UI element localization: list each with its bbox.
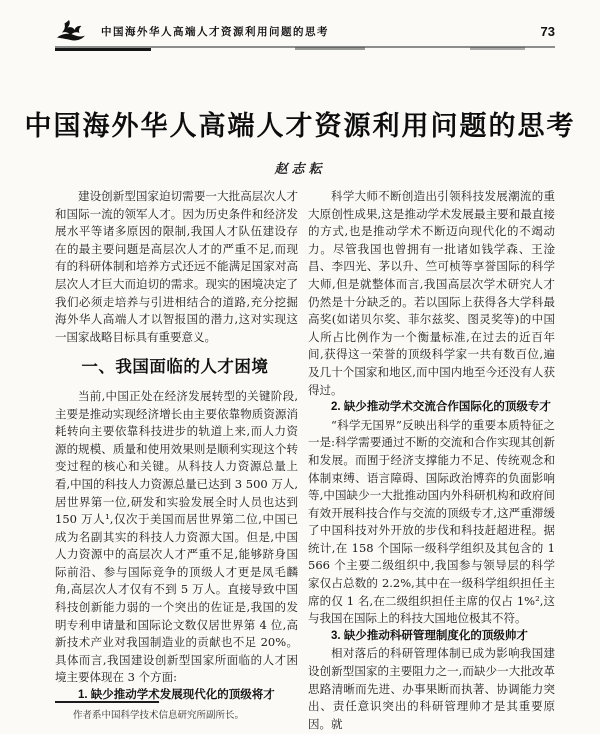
right-column — [308, 188, 555, 733]
subheading-2: 2. 缺少推动学术交流合作国际化的顶级专才 — [331, 401, 551, 414]
paragraph-talent-situation: 当前,中国正处在经济发展转型的关键阶段,主要是推动实现经济增长由主要依靠物质资源消耗转向主要依靠科技进步的轨道上来,而人力资源的规模、质量和使用效果则是顺利实现这个转变过程的核心和关键。从科技人力资源总量上看,中国的科技人力资源总量已达到 3 500 万人,居世界第一位,研发和实验发展全时人员也达到 150 万人¹,仅次于美国而居世界第二位,中国已成为名副其实的科技人力资源大国。但是,中国人力资源中的高层次人才严重不足,能够跻身国际前沿、参与国际竞争的顶级人才更是凤毛麟角,高层次人才仅有不到 5 万人。直接导致中国科技创新能力弱的一个突出的佐证是,我国的发明专利申请量和国际论文数仅居世界第 4 位,高新技术产业对我国制造业的贡献也不足 20%。具体而言,我国建设创新型国家所面临的人才困境主要体现在 3 个方面: — [55, 388, 299, 685]
paragraph-international-exchange: “科学无国界”反映出科学的重要本质特征之一是:科学需要通过不断的交流和合作实现其创新和发展。而囿于经济支撑能力不足、传统观念和体制束缚、语言障碍、国际政治博弈的负面影响等,中国缺少一大批推动国内外科研机构和政府间有效开展科技合作与交流的顶级专才,这严重滞缓了中国科技对外开放的步伐和科技赶超进程。据统计,在 158 个国际一级科学组织及其包含的 1 566 个主要二级组织中,我国参与领导层的科学家仅占总数的 2.2%,其中在一级科学组织担任主席的仅 1 名,在二级组织担任主席的仅占 1%²,这与我国在国际上的科技大国地位极其不符。 — [308, 417, 555, 626]
paragraph-management: 相对落后的科研管理体制已成为影响我国建设创新型国家的主要阻力之一,而缺少一大批改革思路清晰而先进、办事果断而执著、协调能力突出、责任意识突出的科研管理帅才是其重要原因。就 — [308, 646, 555, 731]
article-body — [55, 188, 555, 733]
subheading-3: 3. 缺少推动科研管理制度化的顶级帅才 — [331, 629, 528, 642]
article-title: 中国海外华人高端人才资源利用问题的思考 — [24, 111, 576, 141]
header-rule-black-segment — [55, 48, 151, 51]
footnote — [55, 701, 301, 722]
paragraph-intro: 建设创新型国家迫切需要一大批高层次人才和国际一流的领军人才。因为历史条件和经济发展水平等诸多原因的限制,我国人才队伍建设存在的最主要问题是高层次人才的严重不足,而现有的科研体制和培养方式还远不能满足国家对高层次人才巨大而迫切的需求。现实的困境决定了我们必须走培养与引进相结合的道路,充分挖掘海外华人高端人才以智报国的潜力,这对实现这一国家战略目标具有重要意义。 — [55, 189, 299, 344]
journal-bird-logo-icon — [55, 18, 87, 44]
page-header — [55, 18, 555, 44]
scan-smudge — [470, 47, 525, 50]
footnote-divider — [55, 701, 159, 703]
subheading-1: 1. 缺少推动学术发展现代化的顶级将才 — [78, 689, 275, 702]
page-number: 73 — [540, 23, 555, 39]
paragraph-science-masters: 科学大师不断创造出引领科技发展潮流的重大原创性成果,这是推动学术发展最主要和最直接的方式,也是推动学术不断迈向现代化的不竭动力。尽管我国也曾拥有一批诸如钱学森、王淦昌、李四光、茅以升、竺可桢等享誉国际的科学大师,但是就整体而言,我国高层次学术研究人才仍然是十分缺乏的。若以国际上获得各大学科最高奖(如诺贝尔奖、菲尔兹奖、图灵奖等)的中国人所占比例作为一个衡量标准,在过去的近百年间,获得这一荣誉的顶级科学家一共有数百位,遍及几十个国家和地区,而中国内地至今还没有人获得过。 — [308, 189, 555, 397]
footnote-text: 作者系中国科学技术信息研究所副所长。 — [73, 710, 245, 721]
article-author: 赵志耘 — [274, 162, 326, 177]
scan-smudge — [295, 47, 365, 50]
running-title: 中国海外华人高端人才资源利用问题的思考 — [101, 25, 329, 38]
section-heading-1: 一、我国面临的人才困境 — [81, 358, 269, 377]
header-rule — [55, 46, 555, 51]
left-column — [55, 188, 298, 733]
